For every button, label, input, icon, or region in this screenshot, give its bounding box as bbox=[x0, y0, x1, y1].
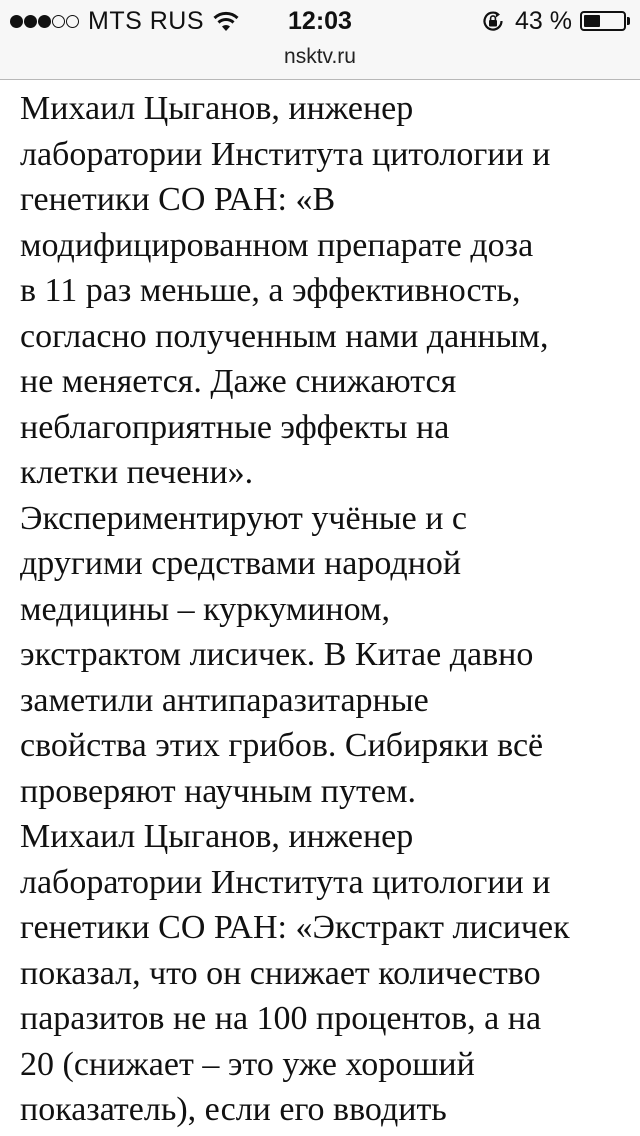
paragraph-line: Экспериментируют учёные и с bbox=[20, 499, 468, 537]
paragraph-line: экстрактом лисичек. В Китае давно bbox=[20, 636, 534, 673]
signal-dot bbox=[24, 15, 37, 28]
paragraph-line: лаборатории Института цитологии и bbox=[20, 863, 551, 901]
paragraph-line: 20 (снижает – это уже хороший bbox=[20, 1045, 475, 1083]
status-left bbox=[10, 6, 240, 36]
paragraph-line: Михаил Цыганов, инженер bbox=[20, 90, 414, 127]
clock: 12:03 bbox=[288, 7, 352, 35]
address-bar[interactable] bbox=[0, 42, 640, 80]
battery-fill bbox=[584, 15, 600, 27]
paragraph-line: другими средствами народной bbox=[20, 545, 462, 582]
paragraph-line: клетки печени». bbox=[20, 454, 254, 491]
paragraph-line: показал, что он снижает количество bbox=[20, 954, 541, 992]
article-paragraph bbox=[20, 814, 620, 1133]
signal-dot bbox=[10, 15, 23, 28]
battery-icon bbox=[580, 11, 630, 31]
signal-dot-empty bbox=[66, 15, 79, 28]
article-paragraph bbox=[20, 496, 620, 815]
paragraph-line: лаборатории Института цитологии и bbox=[20, 135, 551, 173]
signal-dot-empty bbox=[52, 15, 65, 28]
paragraph-line: паразитов не на 100 процентов, а на bbox=[20, 1000, 542, 1037]
carrier-name: MTS RUS bbox=[88, 6, 204, 35]
battery-body bbox=[580, 11, 626, 31]
status-right bbox=[481, 6, 630, 36]
battery-tip bbox=[627, 17, 630, 25]
paragraph-line: медицины – куркумином, bbox=[20, 590, 390, 628]
url-text[interactable]: nsktv.ru bbox=[284, 45, 356, 68]
article-content bbox=[20, 86, 620, 1133]
paragraph-line: проверяют научным путем. bbox=[20, 772, 416, 810]
signal-strength-icon bbox=[10, 15, 80, 28]
paragraph-line: модифицированном препарате доза bbox=[20, 226, 534, 264]
paragraph-line: согласно полученным нами данным, bbox=[20, 317, 549, 355]
paragraph-line: Михаил Цыганов, инженер bbox=[20, 818, 414, 855]
status-bar bbox=[0, 0, 640, 42]
article-paragraph bbox=[20, 86, 620, 496]
paragraph-line: генетики СО РАН: «Экстракт лисичек bbox=[20, 909, 570, 946]
paragraph-line: не меняется. Даже снижаются bbox=[20, 363, 457, 400]
wifi-icon bbox=[212, 10, 240, 32]
rotation-lock-icon bbox=[481, 9, 505, 33]
paragraph-line: заметили антипаразитарные bbox=[20, 681, 429, 719]
battery-percentage: 43 % bbox=[515, 6, 572, 35]
signal-dot bbox=[38, 15, 51, 28]
paragraph-line: показатель), если его вводить bbox=[20, 1091, 447, 1128]
paragraph-line: неблагоприятные эффекты на bbox=[20, 408, 450, 446]
paragraph-line: в 11 раз меньше, а эффективность, bbox=[20, 272, 521, 309]
paragraph-line: генетики СО РАН: «В bbox=[20, 181, 336, 218]
paragraph-line: свойства этих грибов. Сибиряки всё bbox=[20, 727, 544, 764]
